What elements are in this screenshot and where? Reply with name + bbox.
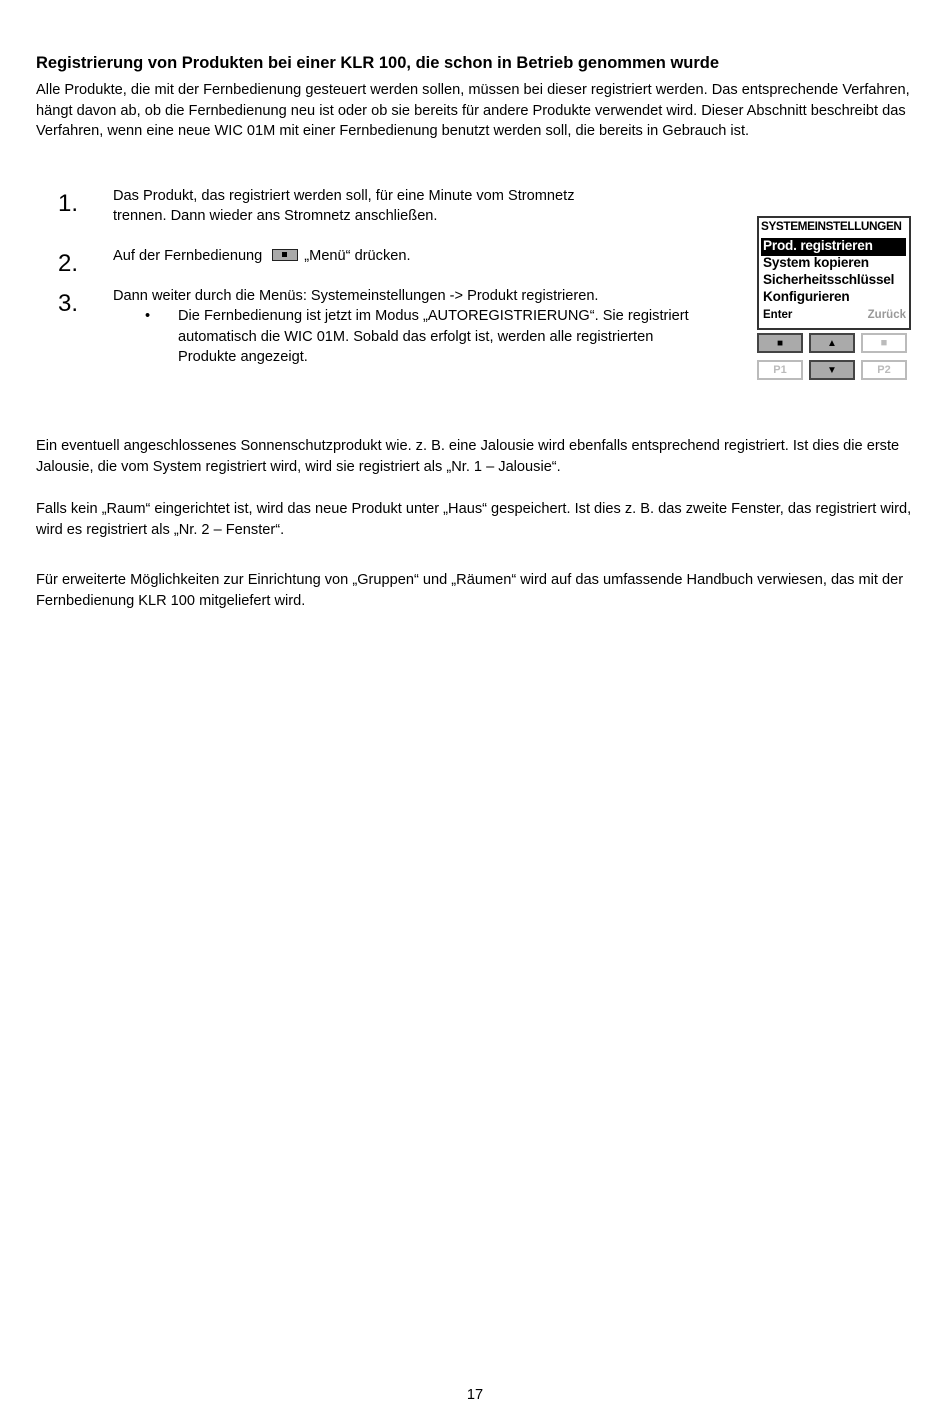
display-item-prod-registrieren: Prod. registrieren (763, 238, 873, 253)
arrow-up-icon: ▲ (827, 337, 837, 349)
step-3-bullet: Die Fernbedienung ist jetzt im Modus „AUTOREGISTRIERUNG“. Sie registriert automatisch die WIC 01M. Sobald das erfolgt ist, werden alle registrierten Produkte angezeigt. (178, 308, 689, 365)
display-enter-label: Enter (763, 309, 793, 321)
step-1-number: 1. (58, 190, 79, 217)
step-2-number: 2. (58, 250, 79, 277)
display-item-sicherheitsschluessel: Sicherheitsschlüssel (763, 272, 895, 287)
keypad-right-softkey (861, 333, 907, 353)
square-icon: ■ (776, 337, 784, 349)
section-heading: Registrierung von Produkten bei einer KLR 100, die schon in Betrieb genommen wurde (36, 54, 720, 72)
step-3-number: 3. (58, 290, 79, 317)
step-2-text-before: Auf der Fernbedienung (113, 248, 263, 264)
keypad-down-button (809, 360, 855, 380)
paragraph-groups: Für erweiterte Möglichkeiten zur Einrichtung von „Gruppen“ und „Räumen“ wird auf das umfassende Handbuch verwiesen, das mit der Fernbedienung KLR 100 mitgeliefert wird. (36, 572, 904, 609)
display-back-label: Zurück (867, 309, 906, 321)
arrow-down-icon: ▼ (827, 364, 837, 376)
square-icon: ■ (880, 337, 888, 349)
display-item-system-kopieren: System kopieren (763, 255, 869, 270)
remote-display (757, 216, 911, 330)
step-2-text (113, 246, 411, 267)
step-1-line-2: trennen. Dann wieder ans Stromnetz anschließen. (113, 208, 438, 224)
bullet-icon: • (145, 308, 151, 324)
page-number: 17 (466, 1387, 484, 1403)
display-title: SYSTEMEINSTELLUNGEN (761, 219, 902, 233)
paragraph-room: Falls kein „Raum“ eingerichtet ist, wird das neue Produkt unter „Haus“ gespeichert. Ist dies z. B. das zweite Fenster, das registriert wird, wird es registriert als „Nr. 2 – Fenster“. (36, 501, 912, 538)
keypad-left-softkey (757, 333, 803, 353)
p1-label: P1 (773, 364, 787, 376)
keypad-up-button (809, 333, 855, 353)
step-2-text-after: „Menü“ drücken. (304, 248, 411, 264)
step-1-line-1: Das Produkt, das registriert werden soll, für eine Minute vom Stromnetz (113, 188, 575, 204)
menu-button-icon (272, 249, 298, 261)
keypad-p1-button (757, 360, 803, 380)
display-item-konfigurieren: Konfigurieren (763, 289, 850, 304)
intro-paragraph: Alle Produkte, die mit der Fernbedienung gesteuert werden sollen, müssen bei dieser registriert werden. Das entsprechende Verfahren, hängt davon ab, ob die Fernbedienung neu ist oder ob sie bereits für andere Produkte verwendet wird. Dieser Abschnitt beschreibt das Verfahren, wenn eine neue WIC 01M mit einer Fernbedienung benutzt werden soll, die bereits in Gebrauch ist. (36, 82, 910, 139)
paragraph-sun-protection: Ein eventuell angeschlossenes Sonnenschutzprodukt wie. z. B. eine Jalousie wird ebenfalls entsprechend registriert. Ist dies die erste Jalousie, die vom System registriert wird, wird sie registriert als „Nr. 1 – Jalousie“. (36, 438, 900, 475)
p2-label: P2 (877, 364, 891, 376)
step-3-text: Dann weiter durch die Menüs: Systemeinstellungen -> Produkt registrieren. (113, 288, 599, 304)
keypad-p2-button (861, 360, 907, 380)
